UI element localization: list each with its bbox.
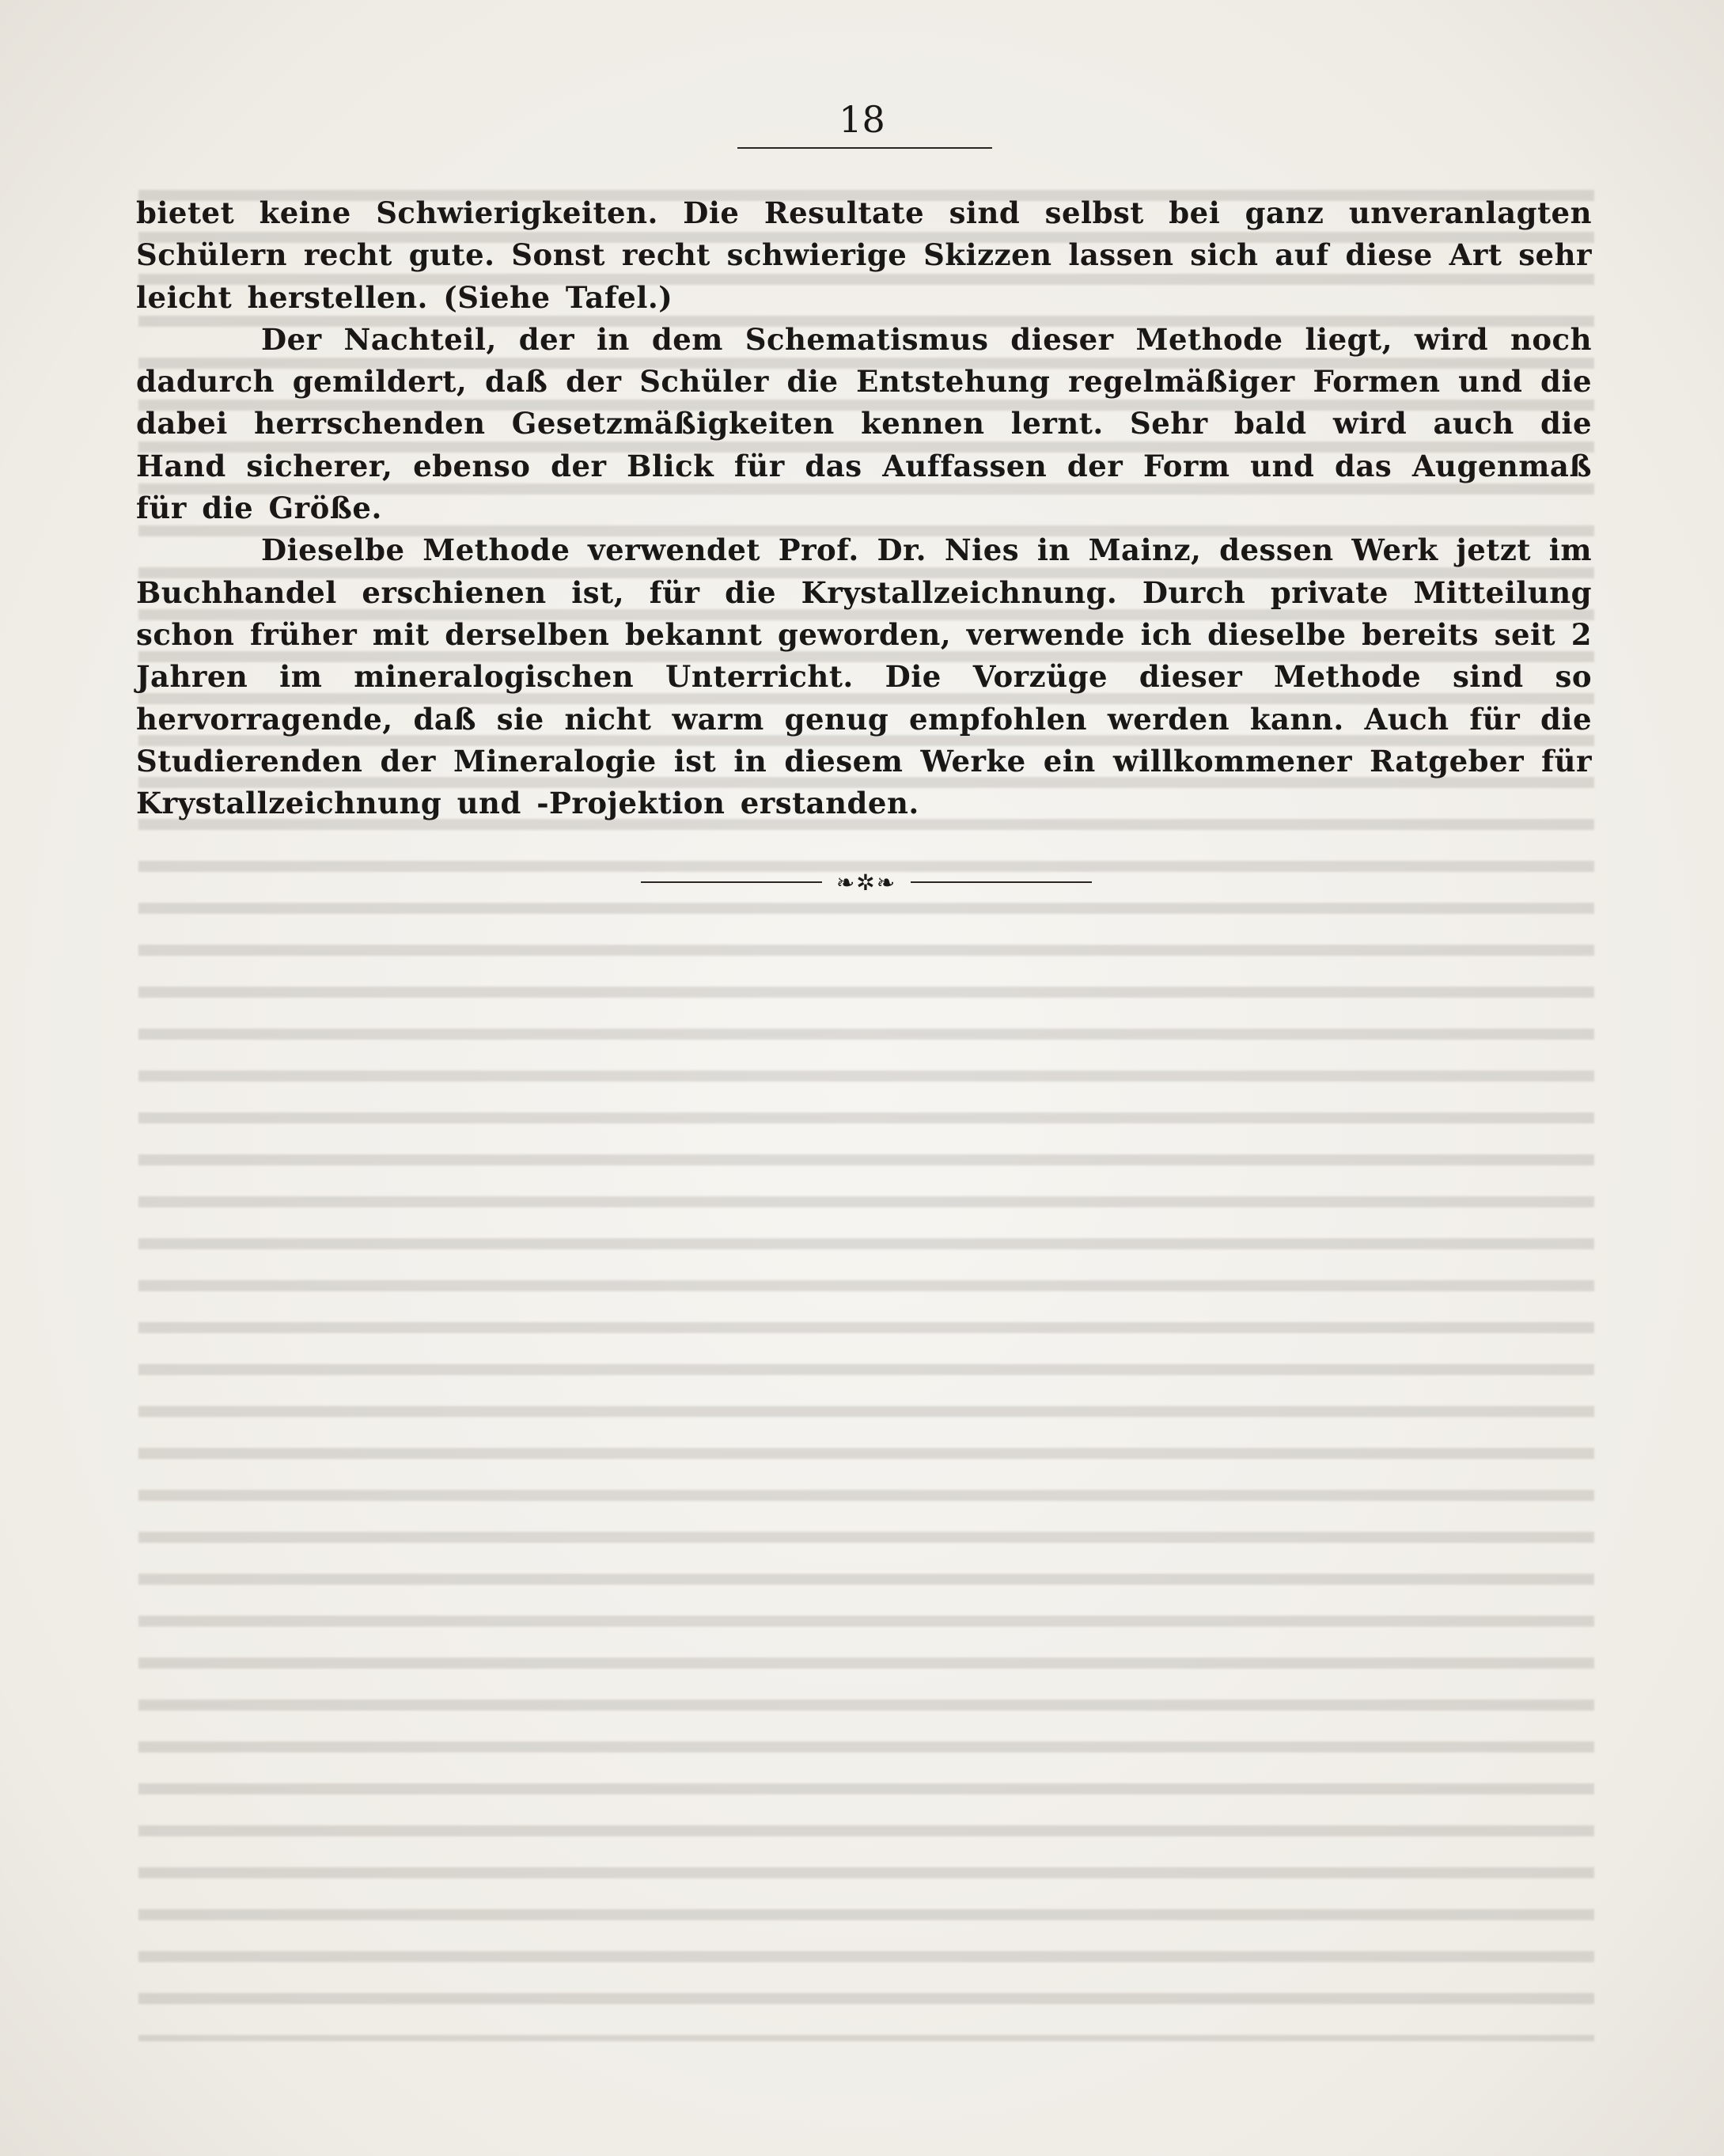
header-rule [737,147,992,149]
fleuron-icon: ❧✲❧ [835,869,897,896]
paragraph-nachteil: Der Nachteil, der in dem Schematismus dieser Methode liegt, wird noch dadurch gemildert, daß der Schüler die Entstehung regelmäßiger Formen und die dabei herrschenden Gesetzmäßigkeiten kennen lernt. Sehr bald wird auch die Hand sicherer, ebenso der Blick für das Auffassen der Form und das Augenmaß für die Größe. [136,321,1592,526]
ornament-right-rule [911,881,1092,883]
ornament-left-rule [641,881,822,883]
paragraph-continuation: bietet keine Schwierigkeiten. Die Resultate sind selbst bei ganz unveranlagten Schülern recht gute. Sonst recht schwierige Skizzen lassen sich auf diese Art sehr leicht herstellen. (Siehe Tafel.) [136,195,1592,315]
paragraph-methode-nies: Dieselbe Methode verwendet Prof. Dr. Nies in Mainz, dessen Werk jetzt im Buchhandel erschienen ist, für die Krystallzeichnung. Durch private Mitteilung schon früher mit derselben bekannt geworden, verwende ich dieselbe bereits seit 2 Jahren im mineralogischen Unterricht. Die Vorzüge dieser Methode sind so hervorragende, daß sie nicht warm genug empfohlen werden kann. Auch für die Studierenden der Mineralogie ist in diesem Werke ein willkommener Ratgeber für Krystallzeichnung und -Projektion erstanden. [136,532,1592,821]
page-number: 18 [839,98,885,141]
section-ornament [641,869,1092,896]
body-text [136,192,1592,824]
